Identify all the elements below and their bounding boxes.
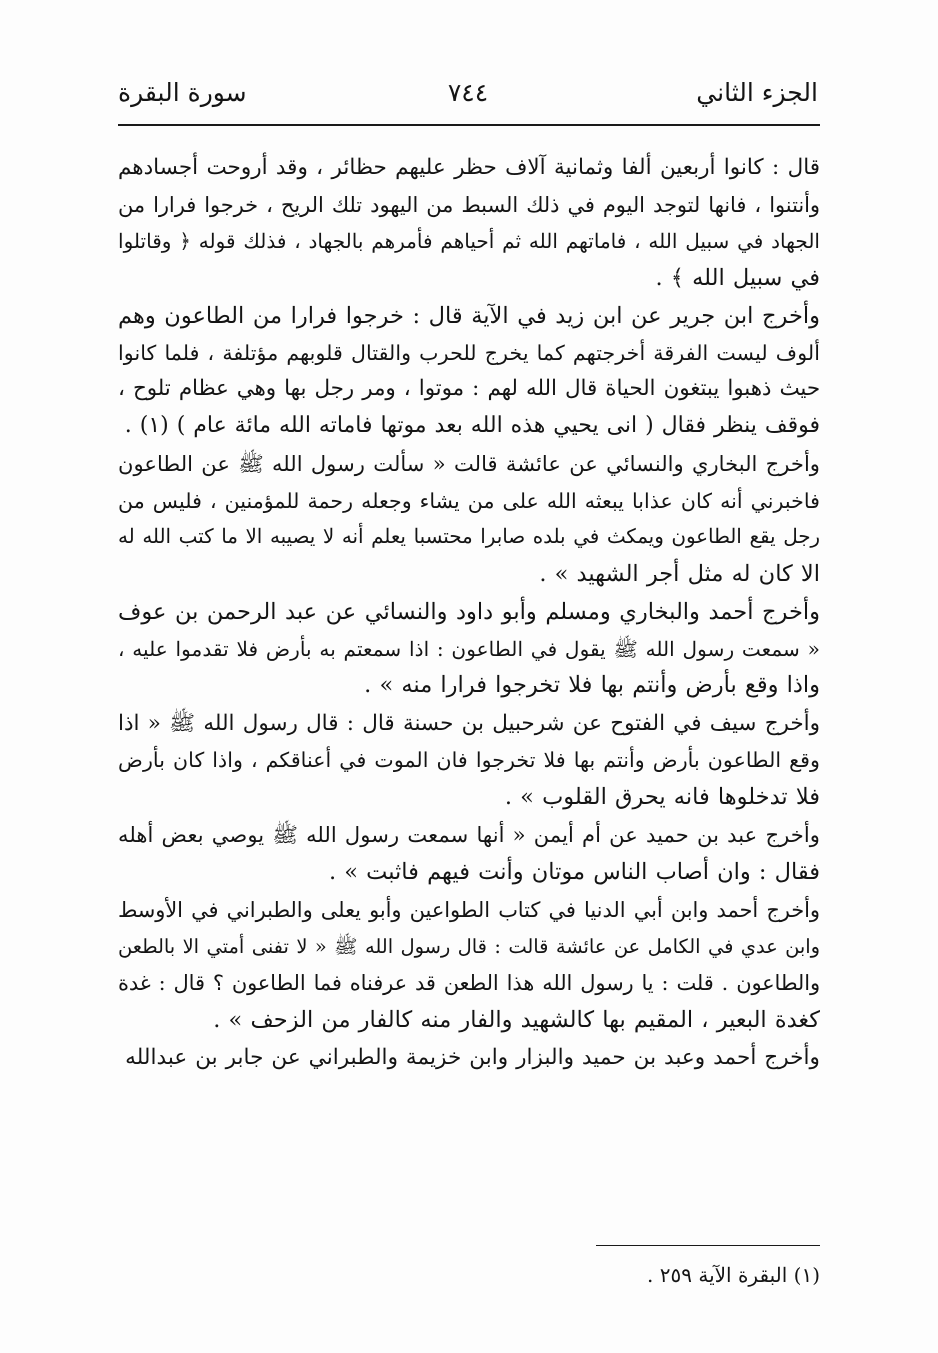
paragraph (118, 892, 820, 1038)
text-line: فوقف ينظر فقال ( انى يحيي هذه الله بعد موتها فاماته الله مائة عام ) (١) . (124, 412, 820, 438)
text-line: واذا وقع بأرض وأنتم بها فلا تخرجوا فرارا منه » . (364, 672, 820, 698)
text-line: « سمعت رسول الله ﷺ يقول في الطاعون : اذا سمعتم به بأرض فلا تقدموا عليه ، (118, 636, 820, 661)
text-line: والطاعون . قلت : يا رسول الله هذا الطعن قد عرفناه فما الطاعون ؟ قال : غدة (118, 971, 820, 995)
surah-title: سورة البقرة (118, 78, 247, 107)
text-line: الجهاد في سبيل الله ، فاماتهم الله ثم أحياهم فأمرهم بالجهاد ، فذلك قوله ﴿ وقاتلوا (118, 229, 820, 253)
part-title: الجزء الثاني (696, 78, 818, 107)
text-line: وأخرج عبد بن حميد عن أم أيمن « أنها سمعت رسول الله ﷺ يوصي بعض أهله (118, 822, 820, 847)
text-line: وأخرج ابن جرير عن ابن زيد في الآية قال : خرجوا فرارا من الطاعون وهم (118, 303, 820, 329)
paragraph (118, 1040, 820, 1077)
text-line: وأخرج سيف في الفتوح عن شرحبيل بن حسنة قال : قال رسول الله ﷺ « اذا (118, 710, 820, 736)
header-rule (118, 124, 820, 126)
text-line: فقال : وان أصاب الناس موتان وأنت فيهم فاثبت » . (328, 858, 820, 885)
paragraph (118, 594, 820, 704)
text-line: كغدة البعير ، المقيم بها كالشهيد والفار منه كالفار من الزحف » . (213, 1006, 820, 1033)
text-line: رجل يقع الطاعون ويمكث في بلده صابرا محتسبا يعلم أنه لا يصيبه الا ما كتب الله له (118, 525, 820, 548)
main-text (118, 150, 820, 1079)
running-header (118, 68, 818, 118)
text-line: فلا تدخلوها فانه يحرق القلوب » . (504, 783, 820, 810)
text-line: وأخرج البخاري والنسائي عن عائشة قالت « سألت رسول الله ﷺ عن الطاعون (118, 451, 820, 476)
text-line: وأخرج أحمد وعبد بن حميد والبزار وابن خزيمة والطبراني عن جابر بن عبدالله (125, 1045, 820, 1070)
text-line: في سبيل الله ﴾ . (655, 264, 820, 291)
paragraph (118, 446, 820, 592)
text-line: وقع الطاعون بأرض وأنتم بها فلا تخرجوا فان الموت في أعناقكم ، واذا كان بأرض (118, 748, 820, 772)
paragraph (118, 706, 820, 816)
text-line: وأخرج أحمد وابن أبي الدنيا في كتاب الطواعين وأبو يعلى والطبراني في الأوسط (118, 898, 820, 922)
text-line: ألوف ليست الفرقة أخرجتهم كما يخرج للحرب والقتال قلوبهم مؤتلفة ، فلما كانوا (118, 340, 820, 365)
footnote: (١) البقرة الآية ٢٥٩ . (647, 1263, 820, 1287)
text-line: وابن عدي في الكامل عن عائشة قالت : قال رسول الله ﷺ « لا تفنى أمتي الا بالطعن (118, 934, 820, 958)
paragraph (118, 298, 820, 444)
text-line: وأخرج أحمد والبخاري ومسلم وأبو داود والنسائي عن عبد الرحمن بن عوف (118, 599, 820, 625)
page-number: ٧٤٤ (447, 78, 489, 107)
paragraph (118, 817, 820, 890)
text-line: حيث ذهبوا يبتغون الحياة قال الله لهم : موتوا ، ومر رجل بها وهي عظام تلوح ، (118, 376, 820, 401)
text-line: قال : كانوا أربعين ألفا وثمانية آلاف حظر عليهم حظائر ، وقد أروحت أجسادهم (118, 155, 820, 180)
text-line: الا كان له مثل أجر الشهيد » . (539, 560, 820, 587)
text-line: فاخبرني أنه كان عذابا يبعثه الله على من يشاء وجعله رحمة للمؤمنين ، فليس من (118, 488, 820, 513)
paragraph (118, 150, 820, 296)
text-line: وأنتنوا ، فانها لتوجد اليوم في ذلك السبط من اليهود تلك الريح ، خرجوا فرارا من (118, 192, 820, 217)
footnote-rule (596, 1245, 820, 1246)
